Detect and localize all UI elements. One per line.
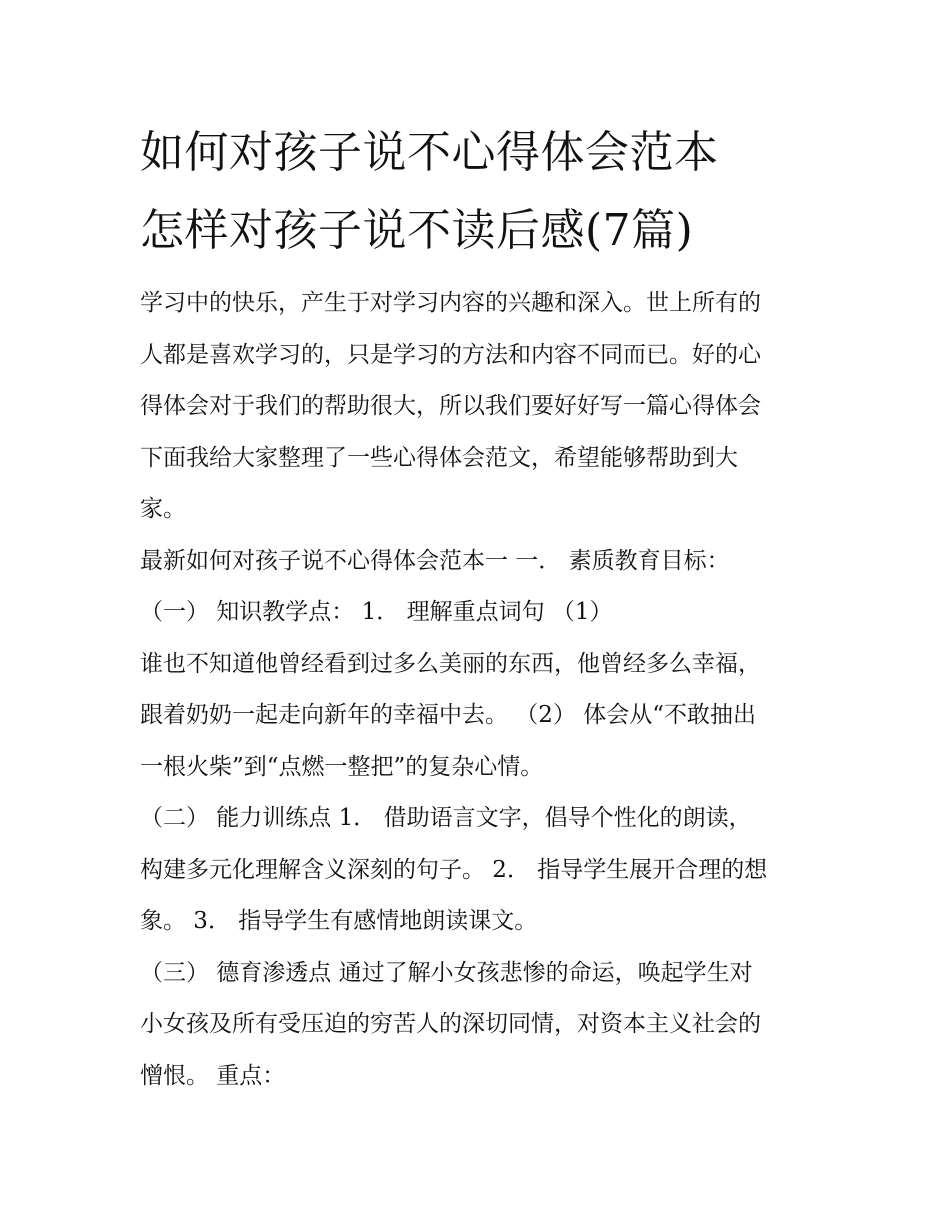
- body-line: 构建多元化理解含义深刻的句子。 2． 指导学生展开合理的想: [140, 856, 768, 883]
- body-line: 得体会对于我们的帮助很大，所以我们要好好写一篇心得体会: [140, 393, 761, 419]
- body-line: 跟着奶奶一起走向新年的幸福中去。 （2） 体会从“不敢抽出: [140, 702, 757, 728]
- body-line: 小女孩及所有受压迫的穷苦人的深切同情，对资本主义社会的: [140, 1011, 761, 1037]
- document-body: [140, 278, 816, 1102]
- body-line: 象。 3． 指导学生有感情地朗读课文。: [140, 908, 538, 934]
- body-line: （二） 能力训练点 1． 借助语言文字，倡导个性化的朗读，: [140, 805, 752, 831]
- title-line-2: 怎样对孩子说不读后感(7篇): [140, 205, 694, 256]
- document-title: [140, 0, 816, 270]
- body-line: 一根火柴”到“点燃一整把”的复杂心情。: [140, 753, 544, 780]
- body-line: 人都是喜欢学习的，只是学习的方法和内容不同而已。好的心: [140, 341, 761, 368]
- body-line: 憎恨。 重点：: [140, 1062, 286, 1089]
- title-line-1: 如何对孩子说不心得体会范本: [140, 127, 719, 178]
- body-line: （一） 知识教学点： 1． 理解重点词句 （1）: [140, 599, 613, 625]
- body-line: 下面我给大家整理了一些心得体会范文，希望能够帮助到大: [140, 444, 738, 471]
- body-line: 最新如何对孩子说不心得体会范本一 一． 素质教育目标：: [140, 547, 730, 574]
- body-line: 学习中的快乐，产生于对学习内容的兴趣和深入。世上所有的: [140, 290, 761, 316]
- body-line: 谁也不知道他曾经看到过多么美丽的东西，他曾经多么幸福，: [140, 650, 761, 677]
- document-page: [140, 0, 816, 1102]
- body-line: 家。: [140, 496, 186, 522]
- body-line: （三） 德育渗透点 通过了解小女孩悲惨的命运，唤起学生对: [140, 959, 753, 986]
